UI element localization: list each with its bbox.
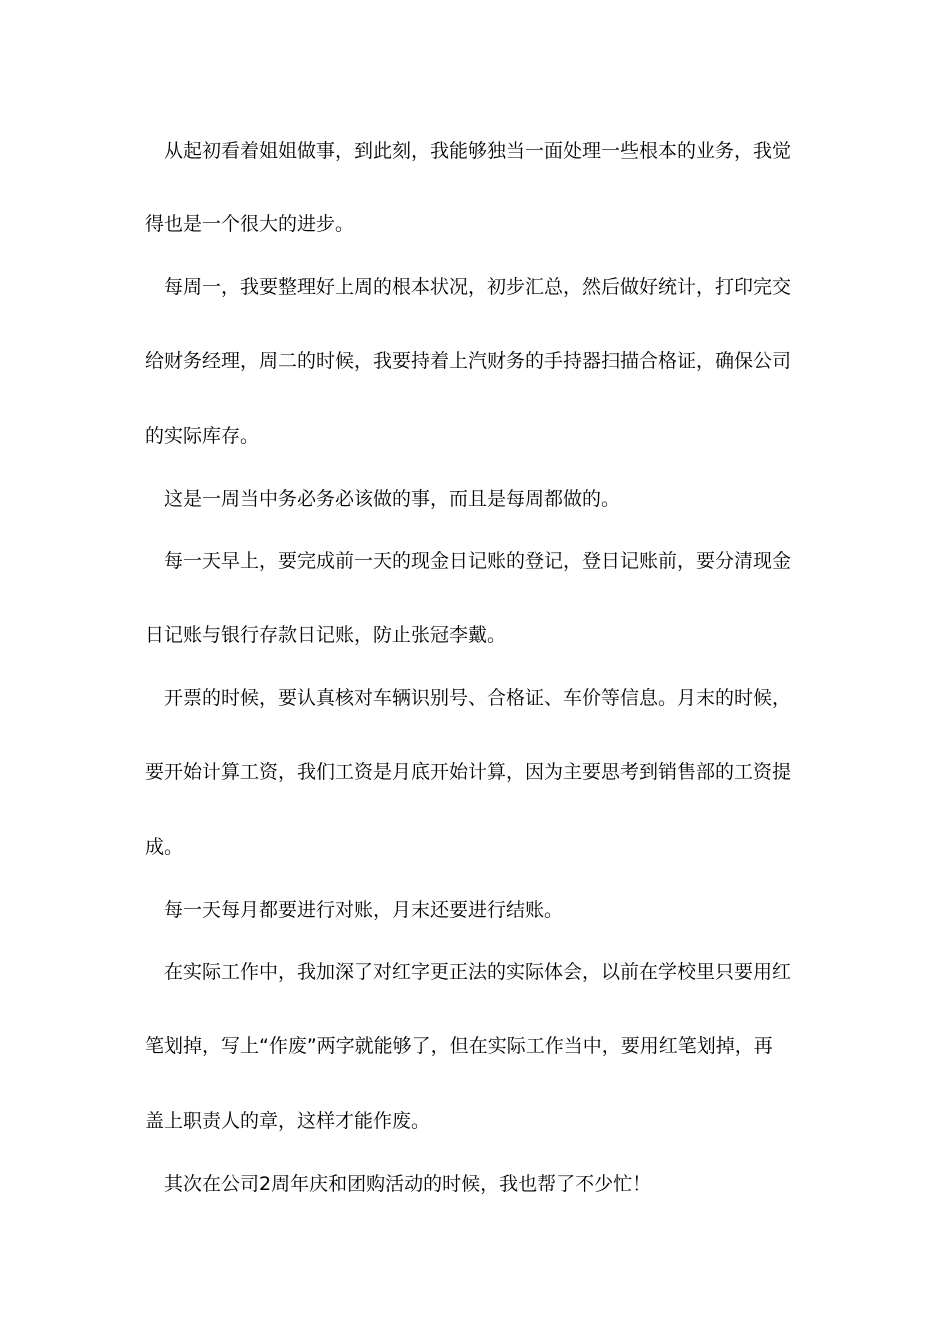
paragraph-8-line-1: 其次在公司2周年庆和团购活动的时候，我也帮了不少忙！ [164, 1173, 652, 1195]
paragraph-3-line-1: 这是一周当中务必务必该做的事，而且是每周都做的。 [164, 488, 621, 510]
paragraph-5-line-3: 成。 [145, 836, 184, 858]
paragraph-7-line-2: 笔划掉，写上“作废”两字就能够了，但在实际工作当中，要用红笔划掉，再 [145, 1035, 773, 1057]
paragraph-2-line-3: 的实际库存。 [145, 425, 260, 447]
paragraph-4-line-2: 日记账与银行存款日记账，防止张冠李戴。 [145, 624, 507, 646]
paragraph-1-line-1: 从起初看着姐姐做事，到此刻，我能够独当一面处理一些根本的业务，我觉 [164, 140, 792, 162]
paragraph-6-line-1: 每一天每月都要进行对账，月末还要进行结账。 [164, 899, 564, 921]
paragraph-1-line-2: 得也是一个很大的进步。 [145, 213, 355, 235]
paragraph-5-line-2: 要开始计算工资，我们工资是月底开始计算，因为主要思考到销售部的工资提 [145, 761, 792, 783]
paragraph-7-line-3: 盖上职责人的章，这样才能作废。 [145, 1110, 431, 1132]
paragraph-2-line-2: 给财务经理，周二的时候，我要持着上汽财务的手持器扫描合格证，确保公司 [145, 350, 792, 372]
paragraph-4-line-1: 每一天早上，要完成前一天的现金日记账的登记，登日记账前，要分清现金 [164, 550, 792, 572]
paragraph-5-line-1: 开票的时候，要认真核对车辆识别号、合格证、车价等信息。月末的时候， [164, 687, 792, 709]
paragraph-7-line-1: 在实际工作中，我加深了对红字更正法的实际体会，以前在学校里只要用红 [164, 961, 792, 983]
paragraph-2-line-1: 每周一，我要整理好上周的根本状况，初步汇总，然后做好统计，打印完交 [164, 276, 792, 298]
